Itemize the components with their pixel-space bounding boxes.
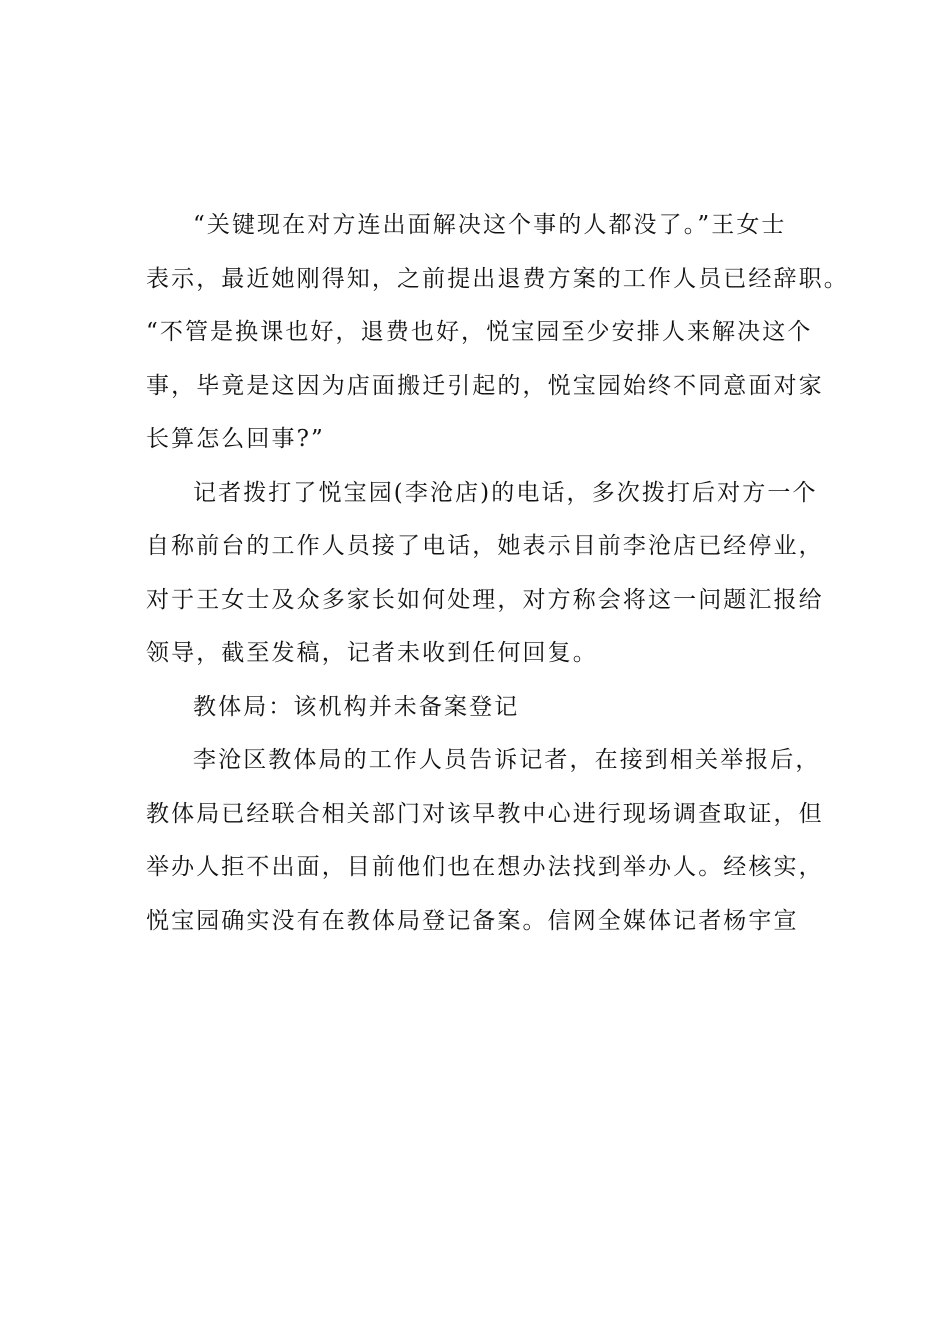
paragraph-1-line-3: “不管是换课也好，退费也好，悦宝园至少安排人来解决这个 [146,319,813,345]
paragraph-3-line-4: 悦宝园确实没有在教体局登记备案。信网全媒体记者杨宇宣 [146,907,799,934]
paragraph-1-line-2: 表示，最近她刚得知，之前提出退费方案的工作人员已经辞职。 [146,265,849,292]
paragraph-3-line-1: 李沧区教体局的工作人员告诉记者，在接到相关举报后， [193,747,821,773]
paragraph-1-line-1: “关键现在对方连出面解决这个事的人都没了。”王女士 [193,212,787,238]
paragraph-2-line-4: 领导，截至发稿，记者未收到任何回复。 [146,640,598,666]
section-heading: 教体局：该机构并未备案登记 [193,693,520,720]
paragraph-3-line-3: 举办人拒不出面，目前他们也在想办法找到举办人。经核实， [146,854,824,880]
paragraph-3-line-2: 教体局已经联合相关部门对该早教中心进行现场调查取证，但 [146,800,824,827]
paragraph-2-line-3: 对于王女士及众多家长如何处理，对方称会将这一问题汇报给 [146,586,824,613]
paragraph-2-line-2: 自称前台的工作人员接了电话，她表示目前李沧店已经停业， [146,533,824,559]
paragraph-2-line-1: 记者拨打了悦宝园(李沧店)的电话，多次拨打后对方一个 [193,479,818,506]
article-body [146,199,849,948]
paragraph-1-line-4: 事，毕竟是这因为店面搬迁引起的，悦宝园始终不同意面对家 [146,372,824,399]
paragraph-1-line-5: 长算怎么回事?” [146,426,325,452]
